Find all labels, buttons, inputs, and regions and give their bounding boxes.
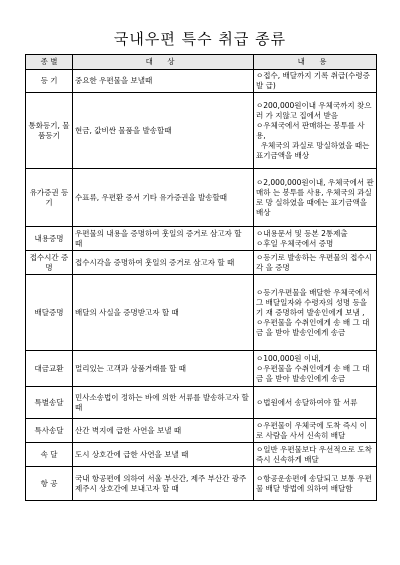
row-content: ㅇ2,000,000원이내, 우체국에서 판매하 는 봉투를 사용, 우체국의 과실로 망 실하였을 때에는 표기금액을 배상	[254, 169, 377, 227]
row-content: ㅇ법원에서 송달하여야 할 서류	[254, 387, 377, 419]
row-target: 우편물의 내용을 증명하여 훗일의 증거로 삼고자 할 때	[73, 227, 254, 251]
row-type: 등 기	[26, 70, 73, 93]
row-content: ㅇ우편물이 우체국에 도착 즉시 이로 사람을 사서 신속히 배달	[254, 419, 377, 443]
row-type: 대금교환	[26, 351, 73, 387]
row-target: 멀리있는 고객과 상품거래를 할 때	[73, 351, 254, 387]
row-content: ㅇ일반 우편물보다 우선적으로 도착 즉시 신속하게 배달	[254, 443, 377, 467]
table-row	[26, 443, 377, 467]
header-content: 내 용	[254, 55, 377, 70]
row-type: 특별송달	[26, 387, 73, 419]
table-row	[26, 70, 377, 93]
header-target: 대 상	[73, 55, 254, 70]
row-target: 산간 벽지에 급한 사연을 보낼 때	[73, 419, 254, 443]
table-header-row	[26, 55, 377, 70]
row-content: ㅇ200,000원이내 우체국까지 찾으러 가 지않고 집에서 받음 ㅇ우체국에서 판매하는 봉투를 사용, 우체국의 과실로 망실하였을 때는 표기금액을 배상	[254, 93, 377, 169]
table-row	[26, 387, 377, 419]
row-content: ㅇ항공운송편에 송달되고 보통 우편물 배달 방법에 의하여 배달함	[254, 467, 377, 501]
row-target: 수표류, 우편환 증서 기타 유가증권을 발송할때	[73, 169, 254, 227]
row-type: 속 달	[26, 443, 73, 467]
row-target: 중요한 우편물을 보낼때	[73, 70, 254, 93]
table-row	[26, 251, 377, 275]
row-target: 국내 항공편에 의하여 서울 부산간, 제주 부산간 광주제주시 상호간에 보내고자 할 때	[73, 467, 254, 501]
row-target: 도시 상호간에 급한 사연을 보낼 때	[73, 443, 254, 467]
row-content: ㅇ등기우편물을 배달한 우체국에서 그 배달일자와 수령자의 성명 등을 기 재 증명하여 발송인에게 보냄 , ㅇ우편물을 수취인에게 송 배 그 대금 을 받아 발송인에게 송금	[254, 275, 377, 351]
row-type: 접수시간 증 명	[26, 251, 73, 275]
row-target: 현금, 값비싼 물품을 발송할때	[73, 93, 254, 169]
row-target: 접수시각을 증명하여 훗일의 증거로 삼고자 할 때	[73, 251, 254, 275]
table-row	[26, 275, 377, 351]
row-type: 통화등기, 물품등기	[26, 93, 73, 169]
row-type: 배달증명	[26, 275, 73, 351]
table-row	[26, 227, 377, 251]
table-row	[26, 169, 377, 227]
table-row	[26, 351, 377, 387]
row-type: 특사송달	[26, 419, 73, 443]
row-content: ㅇ접수, 배달까지 기록 취급(수령증 발 급)	[254, 70, 377, 93]
table-row	[26, 93, 377, 169]
row-type: 유가증권 등 기	[26, 169, 73, 227]
row-type: 내용증명	[26, 227, 73, 251]
page-title: 국내우편 특수 취급 종류	[113, 30, 287, 48]
header-type: 종 별	[26, 55, 73, 70]
row-content: ㅇ100,000원 이내, ㅇ우편물을 수취인에게 송 배 그 대금 을 받아 발송인에게 송금	[254, 351, 377, 387]
row-content: ㅇ내용문서 및 등본 2통제출 ㅇ후일 우체국에서 증명	[254, 227, 377, 251]
table-row	[26, 467, 377, 501]
row-content: ㅇ등기로 발송하는 우편물의 접수시각 을 증명	[254, 251, 377, 275]
row-type: 항 공	[26, 467, 73, 501]
special-mail-table	[25, 54, 377, 501]
table-row	[26, 419, 377, 443]
row-target: 민사소송법이 정하는 바에 의한 서류를 발송하고자 할 때	[73, 387, 254, 419]
row-target: 배달의 사실을 증명받고자 할 때	[73, 275, 254, 351]
